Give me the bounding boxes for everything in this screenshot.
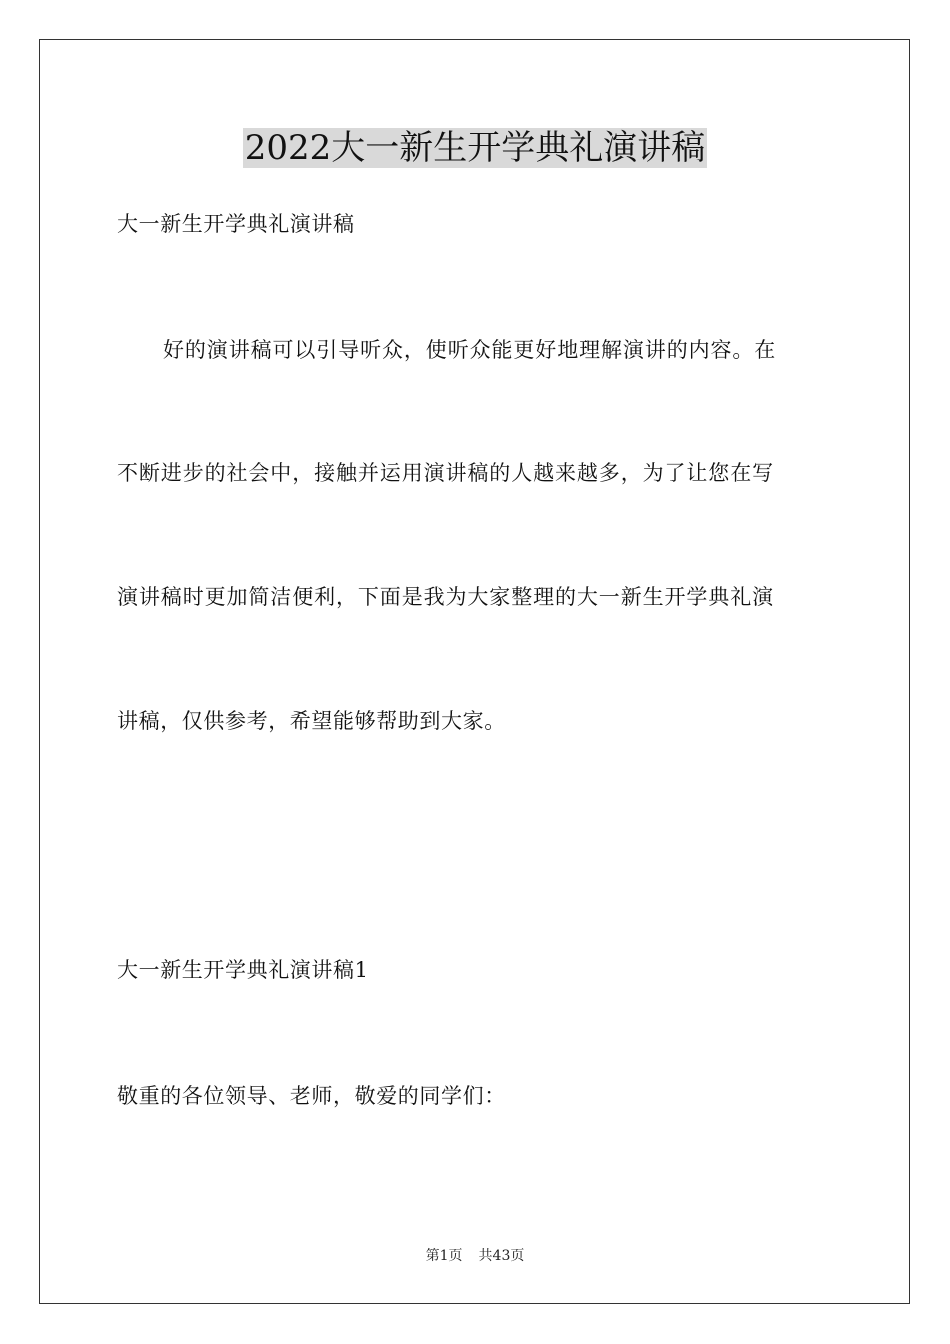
section-heading: 大一新生开学典礼演讲稿1: [117, 958, 369, 982]
document-subtitle: 大一新生开学典礼演讲稿: [117, 212, 355, 236]
intro-line-1: 好的演讲稿可以引导听众，使听众能更好地理解演讲的内容。在: [163, 338, 777, 362]
document-title: [0, 124, 950, 172]
document-title-text: 2022大一新生开学典礼演讲稿: [244, 128, 706, 168]
page-footer: [0, 1246, 950, 1266]
intro-line-2: 不断进步的社会中，接触并运用演讲稿的人越来越多，为了让您在写: [117, 461, 774, 485]
intro-line-4: 讲稿，仅供参考，希望能够帮助到大家。: [117, 709, 506, 733]
page-total: 共43页: [478, 1248, 525, 1264]
intro-line-3: 演讲稿时更加简洁便利，下面是我为大家整理的大一新生开学典礼演: [117, 585, 774, 609]
page-number: 第1页: [425, 1248, 463, 1264]
greeting-line: 敬重的各位领导、老师，敬爱的同学们：: [117, 1084, 506, 1108]
